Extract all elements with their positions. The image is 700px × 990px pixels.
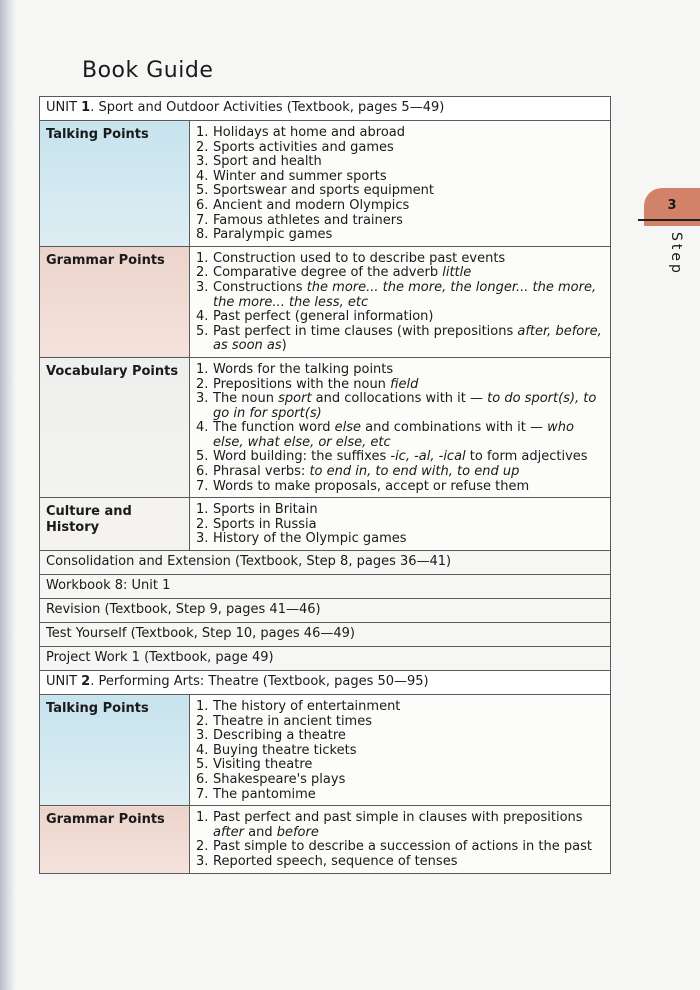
list-item-text: Sportswear and sports equipment [213,183,435,199]
numbered-list [196,700,602,802]
list-item-text: Sports in Russia [213,516,317,532]
list-item-number: 2. [196,516,209,532]
list-item-number: 5. [196,757,209,773]
summary-cell: Consolidation and Extension (Textbook, Step 8, pages 36—41) [40,551,611,575]
list-item-text: Word building: the suffixes -ic, -al, -ical to form adjectives [213,449,588,465]
list-item-number: 1. [196,361,209,377]
list-item-number: 8. [196,227,209,243]
section-items [190,121,611,247]
list-item-number: 4. [196,168,209,184]
section-category: Talking Points [40,121,190,247]
step-tab-word: Step [668,232,684,276]
unit-header-row [40,671,611,695]
section-items [190,695,611,806]
summary-row [40,599,611,623]
list-item-number: 2. [196,713,209,729]
list-item-text: Phrasal verbs: to end in, to end with, to end up [213,464,520,480]
list-item-number: 7. [196,212,209,228]
summary-row [40,623,611,647]
list-item-number: 5. [196,449,209,465]
list-item [196,310,602,325]
list-item-text: History of the Olympic games [213,531,407,547]
list-item-text: Buying theatre tickets [213,742,357,758]
list-item [196,450,602,465]
list-item-number: 6. [196,772,209,787]
list-item-number: 3. [196,391,209,407]
unit-header [40,97,611,121]
section-row [40,357,611,497]
summary-cell: Revision (Textbook, Step 9, pages 41—46) [40,599,611,623]
list-item [196,170,602,185]
summary-cell: Test Yourself (Textbook, Step 10, pages 46—49) [40,623,611,647]
list-item [196,700,602,715]
list-item-text: Construction used to to describe past events [213,250,506,266]
list-item [196,214,602,229]
list-item [196,184,602,199]
list-item [196,421,602,450]
list-item-text: Past perfect (general information) [213,309,434,325]
section-row [40,498,611,551]
list-item [196,840,602,855]
list-item-text: Theatre in ancient times [213,713,372,729]
list-item-number: 1. [196,250,209,266]
list-item-number: 1. [196,810,209,826]
book-spine-shadow [0,0,16,990]
list-item [196,378,602,393]
list-item-number: 2. [196,376,209,392]
section-items [190,357,611,497]
step-tab-number: 3 [667,198,677,213]
list-item [196,281,602,310]
list-item-text: Prepositions with the noun field [213,376,419,392]
list-item-number: 7. [196,478,209,494]
list-item-number: 6. [196,464,209,480]
list-item-number: 3. [196,531,209,547]
list-item [196,363,602,378]
list-item-text: Words for the talking points [213,361,394,377]
list-item [196,155,602,170]
list-item [196,228,602,243]
list-item-text: Sports in Britain [213,502,318,518]
list-item-text: The pantomime [213,786,316,802]
list-item-number: 2. [196,265,209,281]
list-item [196,141,602,156]
list-item [196,744,602,759]
list-item-text: Paralympic games [213,227,333,243]
summary-row [40,575,611,599]
list-item [196,392,602,421]
numbered-list [196,126,602,243]
list-item [196,729,602,744]
list-item [196,811,602,840]
list-item [196,325,602,354]
list-item-text: Ancient and modern Olympics [213,197,410,213]
list-item-text: Past simple to describe a succession of actions in the past [213,839,592,855]
numbered-list [196,503,602,547]
list-item-text: Visiting theatre [213,757,313,773]
unit-number: 2 [81,674,91,690]
list-item [196,518,602,533]
summary-cell: Workbook 8: Unit 1 [40,575,611,599]
list-item-text: Describing a theatre [213,728,346,744]
list-item [196,252,602,267]
list-item-number: 5. [196,183,209,199]
section-row [40,695,611,806]
list-item-number: 1. [196,125,209,140]
section-items [190,498,611,551]
list-item [196,758,602,773]
unit-title: . Sport and Outdoor Activities (Textbook, pages 5—49) [90,100,445,115]
list-item-text: Shakespeare's plays [213,772,346,787]
list-item-number: 2. [196,139,209,155]
summary-row [40,551,611,575]
numbered-list [196,252,602,354]
list-item-text: Constructions the more... the more, the longer... the more, the more... the less, etc [213,279,597,310]
section-category: Vocabulary Points [40,357,190,497]
list-item [196,715,602,730]
unit-header [40,671,611,695]
list-item-text: The function word else and combinations with it — who else, what else, or else, etc [213,420,574,450]
list-item [196,266,602,281]
numbered-list [196,363,602,494]
list-item [196,503,602,518]
list-item-text: Words to make proposals, accept or refuse them [213,478,530,494]
unit-label: UNIT [46,674,78,690]
list-item-number: 3. [196,728,209,744]
section-items [190,246,611,357]
page-title: Book Guide [82,58,214,83]
step-tab-rule [638,219,700,221]
section-row [40,246,611,357]
list-item-number: 4. [196,420,209,436]
list-item-text: Famous athletes and trainers [213,212,403,228]
list-item [196,773,602,788]
list-item-number: 1. [196,699,209,715]
section-category: Grammar Points [40,246,190,357]
list-item-number: 1. [196,502,209,518]
unit-number: 1 [81,100,91,115]
summary-cell: Project Work 1 (Textbook, page 49) [40,647,611,671]
unit-header-row [40,97,611,121]
section-row [40,806,611,873]
list-item [196,199,602,214]
unit-label: UNIT [46,100,78,115]
list-item-text: Sports activities and games [213,139,394,155]
book-guide-table [39,96,611,874]
section-category: Grammar Points [40,806,190,873]
list-item-text: The noun sport and collocations with it — to do sport(s), to go in for sport(s) [213,391,597,421]
list-item-text: Comparative degree of the adverb little [213,265,472,281]
list-item [196,480,602,495]
section-category: Culture and History [40,498,190,551]
list-item-text: Past perfect in time clauses (with prepositions after, before, as soon as) [213,323,602,354]
section-category: Talking Points [40,695,190,806]
list-item [196,788,602,803]
list-item-number: 4. [196,309,209,325]
list-item-text: Past perfect and past simple in clauses with prepositions after and before [213,810,583,840]
list-item-text: Holidays at home and abroad [213,125,405,140]
section-items [190,806,611,873]
list-item-number: 4. [196,742,209,758]
list-item-number: 3. [196,154,209,170]
list-item-number: 7. [196,786,209,802]
section-row [40,121,611,247]
list-item [196,126,602,141]
list-item-text: Winter and summer sports [213,168,387,184]
list-item-number: 6. [196,197,209,213]
list-item [196,465,602,480]
list-item-text: Sport and health [213,154,322,170]
numbered-list [196,811,602,869]
list-item-text: Reported speech, sequence of tenses [213,853,458,869]
list-item-number: 3. [196,853,209,869]
list-item [196,532,602,547]
list-item-number: 2. [196,839,209,855]
list-item-number: 3. [196,279,209,295]
unit-title: . Performing Arts: Theatre (Textbook, pages 50—95) [90,674,429,690]
summary-row [40,647,611,671]
list-item [196,855,602,870]
list-item-number: 5. [196,323,209,339]
list-item-text: The history of entertainment [213,699,401,715]
